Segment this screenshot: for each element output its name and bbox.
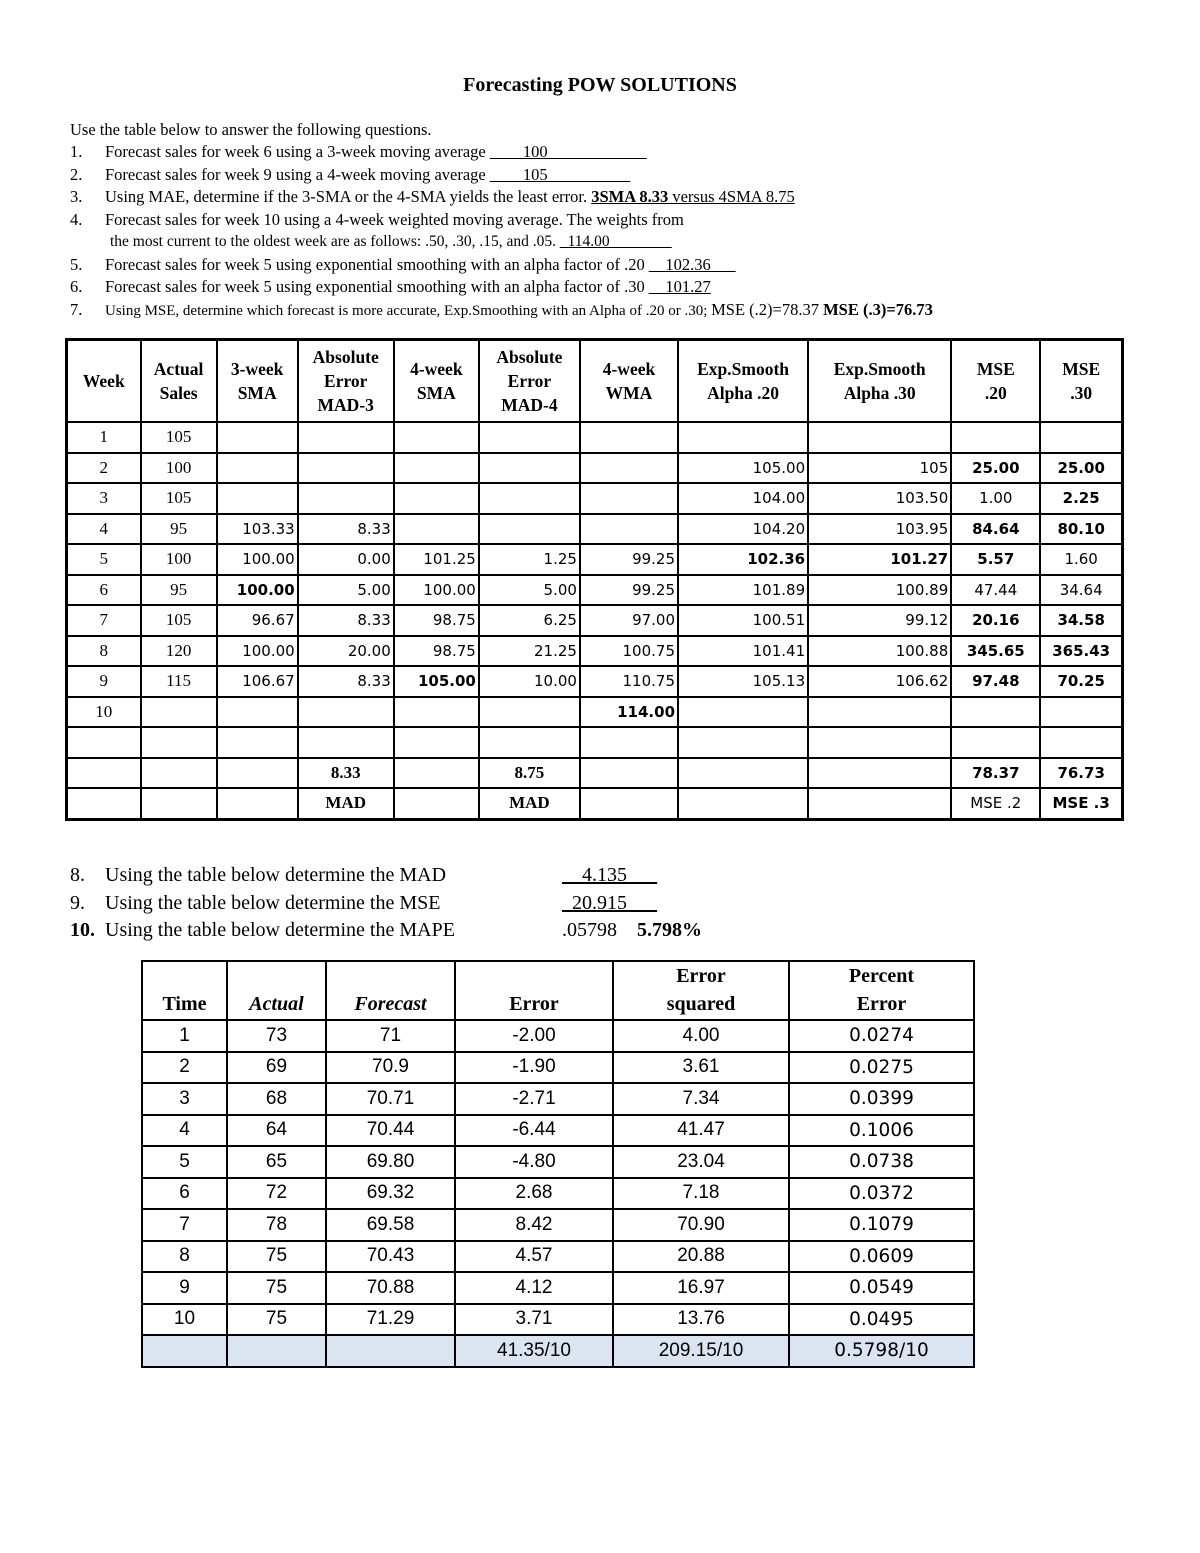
table-row [67, 422, 1123, 453]
col-header: Percent Error [789, 961, 974, 1020]
table-cell: 100.88 [808, 636, 951, 667]
table-cell: 3 [67, 483, 141, 514]
question-4: 4. Forecast sales for week 10 using a 4-week weighted moving average. The weights from [70, 209, 684, 229]
table-cell: 20.00 [298, 636, 394, 667]
table-cell [808, 697, 951, 728]
table-cell: 47.44 [951, 575, 1040, 606]
table-cell: -4.80 [455, 1146, 613, 1178]
table-cell: MAD [298, 788, 394, 819]
col-header: Error squared [613, 961, 789, 1020]
table-cell [1040, 422, 1122, 453]
question-6: 6. Forecast sales for week 5 using exponential smoothing with an alpha factor of .30 __101.27 [70, 277, 711, 296]
table-cell: 0.0495 [789, 1304, 974, 1336]
table-row [142, 1083, 974, 1115]
table-cell [479, 697, 580, 728]
table-cell: 100 [141, 544, 217, 575]
table-cell: 10 [142, 1304, 227, 1336]
table-cell: 105.00 [678, 453, 808, 484]
table-cell: 69.58 [326, 1209, 455, 1241]
table-cell: 72 [227, 1178, 326, 1210]
table-cell: 105 [141, 422, 217, 453]
table-row [142, 1020, 974, 1052]
table-cell [951, 422, 1040, 453]
table-cell: 0.00 [298, 544, 394, 575]
question-4-cont: the most current to the oldest week are as follows: .50, .30, .15, and .05. _114.00________ [110, 233, 672, 250]
table-cell [580, 788, 678, 819]
table-cell: 8.33 [298, 605, 394, 636]
table-cell: 0.0549 [789, 1272, 974, 1304]
table-cell: 84.64 [951, 514, 1040, 545]
table-cell: 97.48 [951, 666, 1040, 697]
table-cell: 20.88 [613, 1241, 789, 1273]
question-7: 7. Using MSE, determine which forecast is more accurate, Exp.Smoothing with an Alpha of .20 or .30; MSE (.2)=78.37 MSE (.3)=76.73 [70, 299, 933, 319]
table-cell: 105 [141, 605, 217, 636]
table-cell [217, 727, 298, 758]
question-1: 1. Forecast sales for week 6 using a 3-week moving average ____100____________ [70, 142, 647, 161]
table-cell: 8.75 [479, 758, 580, 789]
table-row [67, 483, 1123, 514]
table-cell [479, 422, 580, 453]
table-cell [808, 727, 951, 758]
col-header: MSE .20 [951, 340, 1040, 423]
table-cell: 101.25 [394, 544, 479, 575]
table-cell [678, 758, 808, 789]
table-cell [67, 788, 141, 819]
table-cell: 4.57 [455, 1241, 613, 1273]
table-cell: 95 [141, 514, 217, 545]
table-cell: 104.20 [678, 514, 808, 545]
forecast-table [65, 338, 1124, 821]
table-cell: 78 [227, 1209, 326, 1241]
table-cell: 106.62 [808, 666, 951, 697]
table-cell [808, 758, 951, 789]
table-cell [141, 788, 217, 819]
col-header: Actual Sales [141, 340, 217, 423]
table-row [67, 788, 1123, 819]
table-cell: 34.58 [1040, 605, 1122, 636]
table-cell [141, 727, 217, 758]
table-cell: 120 [141, 636, 217, 667]
table-row [142, 1178, 974, 1210]
table-cell: 1 [67, 422, 141, 453]
table-cell [298, 697, 394, 728]
question-5: 5. Forecast sales for week 5 using exponential smoothing with an alpha factor of .20 __102.36___ [70, 254, 736, 274]
table-row [67, 514, 1123, 545]
col-header: Absolute Error MAD-3 [298, 340, 394, 423]
table-cell: 95 [141, 575, 217, 606]
table-cell: 4.00 [613, 1020, 789, 1052]
table-cell: 5 [67, 544, 141, 575]
table-cell: 1.60 [1040, 544, 1122, 575]
table-cell [298, 422, 394, 453]
table-row [142, 1241, 974, 1273]
intro-text: Use the table below to answer the following questions. [70, 120, 432, 139]
table-row [67, 575, 1123, 606]
table-cell [394, 758, 479, 789]
table-cell: 98.75 [394, 636, 479, 667]
table-cell: 99.12 [808, 605, 951, 636]
table-cell: 0.0275 [789, 1052, 974, 1084]
table-row [67, 636, 1123, 667]
table-row [67, 727, 1123, 758]
question-2: 2. Forecast sales for week 9 using a 4-week moving average ____105__________ [70, 164, 631, 184]
table-cell: 6 [142, 1178, 227, 1210]
table-cell [580, 514, 678, 545]
table-cell: 3.61 [613, 1052, 789, 1084]
table-cell: 16.97 [613, 1272, 789, 1304]
table-cell: 209.15/10 [613, 1335, 789, 1367]
table-cell [808, 422, 951, 453]
table-cell: 96.67 [217, 605, 298, 636]
question-3: 3. Using MAE, determine if the 3-SMA or the 4-SMA yields the least error. 3SMA 8.33 versus 4SMA 8.75 [70, 187, 795, 206]
table-cell: 103.95 [808, 514, 951, 545]
table-cell: 105.00 [394, 666, 479, 697]
table-cell: 6.25 [479, 605, 580, 636]
table-cell [394, 727, 479, 758]
table-cell: 99.25 [580, 544, 678, 575]
table-cell: 100.00 [394, 575, 479, 606]
table-cell: 0.5798/10 [789, 1335, 974, 1367]
table-cell: 70.71 [326, 1083, 455, 1115]
col-header: Absolute Error MAD-4 [479, 340, 580, 423]
table-cell [678, 788, 808, 819]
table-cell: 0.0274 [789, 1020, 974, 1052]
table-cell: 71.29 [326, 1304, 455, 1336]
table-cell: 41.35/10 [455, 1335, 613, 1367]
table-cell: 13.76 [613, 1304, 789, 1336]
col-header: Exp.Smooth Alpha .30 [808, 340, 951, 423]
table-cell: 104.00 [678, 483, 808, 514]
table-cell: 64 [227, 1115, 326, 1147]
table-cell: 114.00 [580, 697, 678, 728]
table-cell: 1 [142, 1020, 227, 1052]
table-cell: 100.00 [217, 636, 298, 667]
col-header: 4-week WMA [580, 340, 678, 423]
table-row [67, 666, 1123, 697]
table-cell: 1.25 [479, 544, 580, 575]
table-cell: 69.80 [326, 1146, 455, 1178]
table-cell [394, 514, 479, 545]
table-cell: 65 [227, 1146, 326, 1178]
table-cell: MSE .3 [1040, 788, 1122, 819]
table-cell: 23.04 [613, 1146, 789, 1178]
table-row [67, 605, 1123, 636]
table-cell [217, 697, 298, 728]
table-cell: 3.71 [455, 1304, 613, 1336]
table-cell: 8.33 [298, 758, 394, 789]
table-cell [394, 422, 479, 453]
col-header: Forecast [326, 961, 455, 1020]
table-cell: 4 [142, 1115, 227, 1147]
table-cell: 5.00 [298, 575, 394, 606]
table-cell: 10 [67, 697, 141, 728]
table-cell [678, 727, 808, 758]
table-cell: 105 [141, 483, 217, 514]
table-cell: 115 [141, 666, 217, 697]
questions-list [70, 141, 1130, 322]
table-cell: 106.67 [217, 666, 298, 697]
table-cell: 101.41 [678, 636, 808, 667]
table-cell: 2.25 [1040, 483, 1122, 514]
col-header: Week [67, 340, 141, 423]
table-cell: 100 [141, 453, 217, 484]
table-cell: -2.00 [455, 1020, 613, 1052]
table-row [67, 697, 1123, 728]
table-cell: 9 [67, 666, 141, 697]
table-cell: MSE .2 [951, 788, 1040, 819]
table-cell: 98.75 [394, 605, 479, 636]
table-cell: 2.68 [455, 1178, 613, 1210]
table-cell: 110.75 [580, 666, 678, 697]
table-cell [951, 727, 1040, 758]
table-cell: 70.25 [1040, 666, 1122, 697]
table-cell: 1.00 [951, 483, 1040, 514]
col-header: Actual [227, 961, 326, 1020]
table-cell: 8.33 [298, 514, 394, 545]
table-cell: 21.25 [479, 636, 580, 667]
table-cell [142, 1335, 227, 1367]
table-cell: 2 [142, 1052, 227, 1084]
col-header: MSE .30 [1040, 340, 1122, 423]
table-cell: 7.34 [613, 1083, 789, 1115]
table-cell: 101.27 [808, 544, 951, 575]
table-cell: 4.12 [455, 1272, 613, 1304]
table-cell: 0.0738 [789, 1146, 974, 1178]
table-cell: 100.00 [217, 544, 298, 575]
table-row [67, 544, 1123, 575]
error-table [141, 960, 975, 1368]
table-cell: 5 [142, 1146, 227, 1178]
table-cell: 0.1006 [789, 1115, 974, 1147]
table-cell: 0.0399 [789, 1083, 974, 1115]
col-header: 3-week SMA [217, 340, 298, 423]
table-cell: 97.00 [580, 605, 678, 636]
table-cell [298, 483, 394, 514]
table-cell: 100.51 [678, 605, 808, 636]
table-cell [1040, 727, 1122, 758]
table-cell: 0.0372 [789, 1178, 974, 1210]
table-cell: 101.89 [678, 575, 808, 606]
col-header: Time [142, 961, 227, 1020]
table-cell: 70.43 [326, 1241, 455, 1273]
table-cell: 70.88 [326, 1272, 455, 1304]
table-cell: 7 [142, 1209, 227, 1241]
table-cell [298, 727, 394, 758]
table-cell: 102.36 [678, 544, 808, 575]
table-cell: 4 [67, 514, 141, 545]
table-cell: -6.44 [455, 1115, 613, 1147]
table-cell: 41.47 [613, 1115, 789, 1147]
table-cell: MAD [479, 788, 580, 819]
table-cell: 10.00 [479, 666, 580, 697]
table-cell: 105.13 [678, 666, 808, 697]
table-cell: 68 [227, 1083, 326, 1115]
table-cell: 75 [227, 1304, 326, 1336]
table-cell [1040, 697, 1122, 728]
table-cell [217, 422, 298, 453]
table-cell: 0.0609 [789, 1241, 974, 1273]
table-cell: 2 [67, 453, 141, 484]
table-row [142, 1115, 974, 1147]
table-cell [580, 483, 678, 514]
table-cell: -1.90 [455, 1052, 613, 1084]
table-row [142, 1209, 974, 1241]
table-cell [580, 453, 678, 484]
table-cell [808, 788, 951, 819]
table-cell [67, 727, 141, 758]
table-cell: 80.10 [1040, 514, 1122, 545]
table-cell [394, 788, 479, 819]
table-cell: 8 [142, 1241, 227, 1273]
table-row [142, 1146, 974, 1178]
table-cell: 69.32 [326, 1178, 455, 1210]
table-cell [141, 758, 217, 789]
table-cell: 71 [326, 1020, 455, 1052]
table-cell: 78.37 [951, 758, 1040, 789]
table-cell: 8.42 [455, 1209, 613, 1241]
table-cell: 6 [67, 575, 141, 606]
table-cell: 34.64 [1040, 575, 1122, 606]
table-cell [227, 1335, 326, 1367]
table-cell: 365.43 [1040, 636, 1122, 667]
col-header: Exp.Smooth Alpha .20 [678, 340, 808, 423]
table-row [142, 1304, 974, 1336]
table-cell [479, 514, 580, 545]
table-cell [67, 758, 141, 789]
table-cell [479, 727, 580, 758]
table-cell: 73 [227, 1020, 326, 1052]
table-cell: 105 [808, 453, 951, 484]
table-cell [479, 483, 580, 514]
table-cell: -2.71 [455, 1083, 613, 1115]
table-cell: 8.33 [298, 666, 394, 697]
table-cell [298, 453, 394, 484]
table-cell: 70.44 [326, 1115, 455, 1147]
table-cell [580, 422, 678, 453]
table-cell [217, 483, 298, 514]
col-header: Error [455, 961, 613, 1020]
table-cell [217, 758, 298, 789]
table-row [142, 1272, 974, 1304]
table-row [67, 453, 1123, 484]
table-cell: 75 [227, 1272, 326, 1304]
table-cell: 20.16 [951, 605, 1040, 636]
table-cell: 70.9 [326, 1052, 455, 1084]
table-cell: 5.00 [479, 575, 580, 606]
table-cell: 0.1079 [789, 1209, 974, 1241]
table-cell [580, 727, 678, 758]
table-cell: 8 [67, 636, 141, 667]
table-row [142, 1052, 974, 1084]
table-cell: 69 [227, 1052, 326, 1084]
table-cell: 7 [67, 605, 141, 636]
table-cell: 100.89 [808, 575, 951, 606]
table-cell [217, 788, 298, 819]
table-cell: 100.75 [580, 636, 678, 667]
table-cell: 7.18 [613, 1178, 789, 1210]
table-cell: 76.73 [1040, 758, 1122, 789]
totals-row [142, 1335, 974, 1367]
table-cell [580, 758, 678, 789]
col-header: 4-week SMA [394, 340, 479, 423]
table-cell [951, 697, 1040, 728]
table-cell: 25.00 [1040, 453, 1122, 484]
table-cell [394, 483, 479, 514]
table-cell: 70.90 [613, 1209, 789, 1241]
table-cell: 99.25 [580, 575, 678, 606]
table-cell [141, 697, 217, 728]
table-cell [326, 1335, 455, 1367]
table-cell: 75 [227, 1241, 326, 1273]
table-cell [394, 453, 479, 484]
table-cell: 103.33 [217, 514, 298, 545]
table-cell [394, 697, 479, 728]
table-cell: 9 [142, 1272, 227, 1304]
table-cell: 25.00 [951, 453, 1040, 484]
page-title: Forecasting POW SOLUTIONS [463, 74, 737, 96]
table-cell: 345.65 [951, 636, 1040, 667]
table-cell [217, 453, 298, 484]
table-cell [678, 422, 808, 453]
table-row [67, 758, 1123, 789]
table-cell: 100.00 [217, 575, 298, 606]
table-cell: 5.57 [951, 544, 1040, 575]
table-cell [678, 697, 808, 728]
table-cell [479, 453, 580, 484]
table-cell: 103.50 [808, 483, 951, 514]
table-cell: 3 [142, 1083, 227, 1115]
